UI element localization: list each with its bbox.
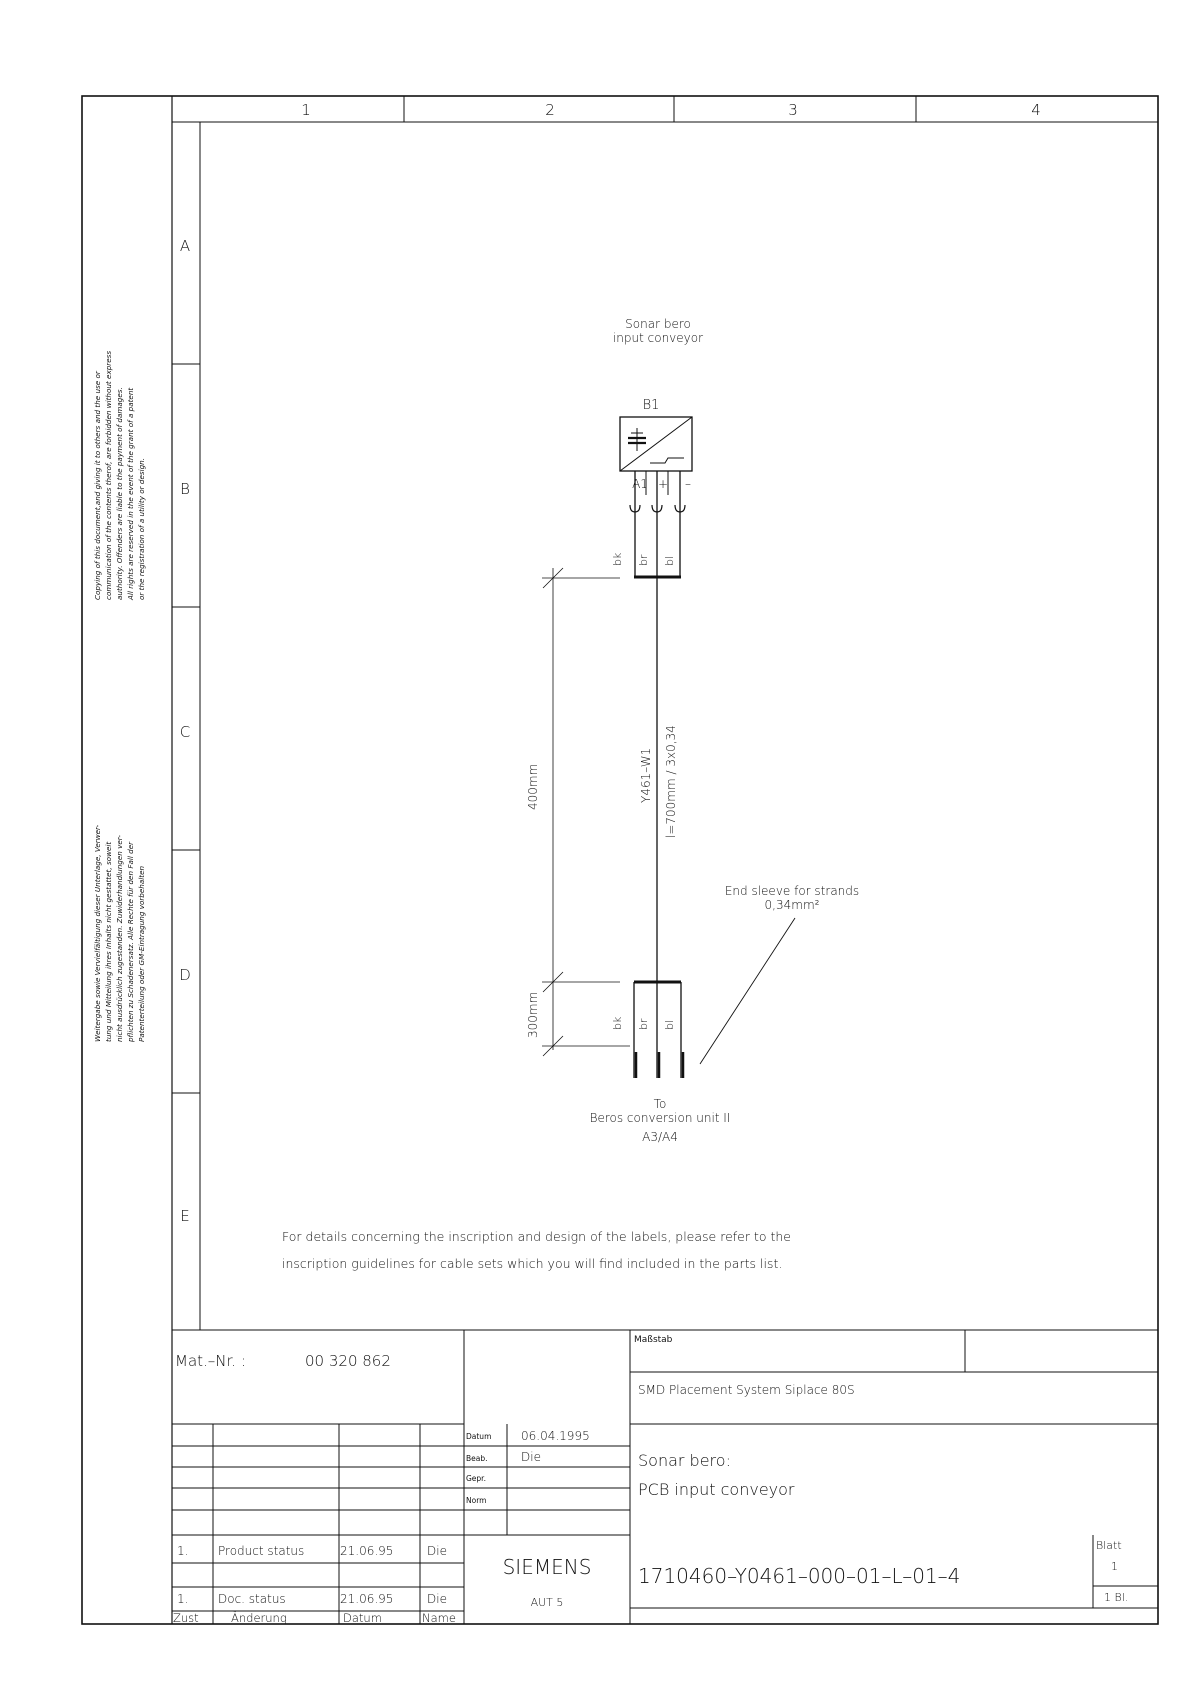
header-change: Änderung <box>231 1611 287 1625</box>
device-ref: B1 <box>642 398 660 413</box>
dimension-300: 300mm <box>526 991 540 1038</box>
notice-line: or the registration of a utility or design. <box>137 457 146 600</box>
copyright-notice-english <box>93 351 146 601</box>
header-zust: Zust <box>173 1611 199 1625</box>
rev-change: Product status <box>218 1544 305 1558</box>
header-name: Name <box>422 1611 456 1625</box>
sleeve-note: 0,34mm² <box>764 898 820 912</box>
row-label: C <box>179 723 191 741</box>
beab-label: Beab. <box>466 1454 488 1463</box>
rev-name: Die <box>427 1544 447 1558</box>
device-title: Sonar bero <box>625 317 691 331</box>
drawing-number: 1710460–Y0461–000–01–L–01–4 <box>638 1564 961 1588</box>
notice-line: communication of the contents therof, are forbidden without express <box>104 350 113 600</box>
pin-label: + <box>657 477 669 491</box>
blatt-label: Blatt <box>1096 1539 1122 1552</box>
sheet-count: 1 Bl. <box>1104 1591 1129 1604</box>
leader-line <box>700 918 795 1064</box>
notice-line: All rights are reserved in the event of the grant of a patent <box>126 387 135 600</box>
notice-line: pflichten zu Schadenersatz. Alle Rechte für den Fall der <box>126 841 135 1042</box>
column-label: 1 <box>301 101 311 119</box>
column-label: 3 <box>788 101 798 119</box>
copyright-notice-german <box>93 824 146 1043</box>
device-title: input conveyor <box>612 331 704 345</box>
scale-label: Maßstab <box>634 1335 673 1345</box>
sleeve-note: End sleeve for strands <box>724 884 860 898</box>
row-label: B <box>180 480 190 498</box>
norm-label: Norm <box>466 1496 487 1505</box>
notice-line: tung und Mitteilung ihres Inhalts nicht gestattet, soweit <box>104 841 113 1042</box>
note-line: For details concerning the inscription and design of the labels, please refer to the <box>282 1229 791 1244</box>
datum-label: Datum <box>466 1432 492 1441</box>
column-label: 4 <box>1031 101 1041 119</box>
mat-nr-label: Mat.–Nr. : <box>175 1352 246 1370</box>
datum-value: 06.04.1995 <box>521 1429 590 1443</box>
row-label: D <box>179 966 191 984</box>
sonar-sensor-symbol <box>620 417 692 471</box>
mat-nr-value: 00 320 862 <box>305 1352 391 1370</box>
notice-line: nicht ausdrücklich zugestanden. Zuwiderhandlungen ver- <box>115 835 124 1042</box>
outer-frame <box>82 96 1158 1624</box>
rev-date: 21.06.95 <box>340 1592 394 1606</box>
company-name: SIEMENS <box>502 1555 592 1579</box>
gepr-label: Gepr. <box>466 1474 486 1483</box>
wire-color-label: bk <box>611 1016 624 1030</box>
rev-zust: 1. <box>177 1592 189 1606</box>
blatt-value: 1 <box>1111 1560 1118 1573</box>
header-date: Datum <box>343 1611 382 1625</box>
wire-color-label: bl <box>663 1019 676 1030</box>
rev-name: Die <box>427 1592 447 1606</box>
drawing-title: PCB input conveyor <box>638 1480 795 1499</box>
wire-color-label: br <box>637 554 650 566</box>
destination-label: Beros conversion unit II <box>589 1111 731 1125</box>
system-name: SMD Placement System Siplace 80S <box>638 1383 855 1397</box>
note-line: inscription guidelines for cable sets which you will find included in the parts list. <box>282 1256 783 1271</box>
rev-date: 21.06.95 <box>340 1544 394 1558</box>
destination-label: A3/A4 <box>642 1130 678 1144</box>
cable-id: Y461–W1 <box>639 747 653 803</box>
destination-label: To <box>653 1097 667 1111</box>
notice-line: authority. Offenders are liable to the payment of damages. <box>115 387 124 600</box>
cable-spec: l=700mm / 3x0,34 <box>664 725 678 838</box>
rev-change: Doc. status <box>218 1592 286 1606</box>
wire-color-label: bl <box>663 555 676 566</box>
pin-label: – <box>685 477 691 491</box>
notice-line: Patenterteilung oder GM-Eintragung vorbehalten <box>137 865 146 1042</box>
row-label: E <box>180 1207 190 1225</box>
wire-color-label: bk <box>611 552 624 566</box>
notice-line: Weitergabe sowie Vervielfältigung dieser Unterlage, Verwer- <box>93 824 102 1042</box>
column-label: 2 <box>545 101 555 119</box>
row-label: A <box>179 237 191 255</box>
wire-color-label: br <box>637 1018 650 1030</box>
notice-line: Copying of this document,and giving it to others and the use or <box>93 371 102 600</box>
rev-zust: 1. <box>177 1544 189 1558</box>
dimension-400: 400mm <box>526 763 540 810</box>
drawing-title: Sonar bero: <box>638 1451 731 1470</box>
department: AUT 5 <box>530 1596 564 1609</box>
beab-value: Die <box>521 1450 541 1464</box>
pin-label: A1 <box>632 477 648 491</box>
